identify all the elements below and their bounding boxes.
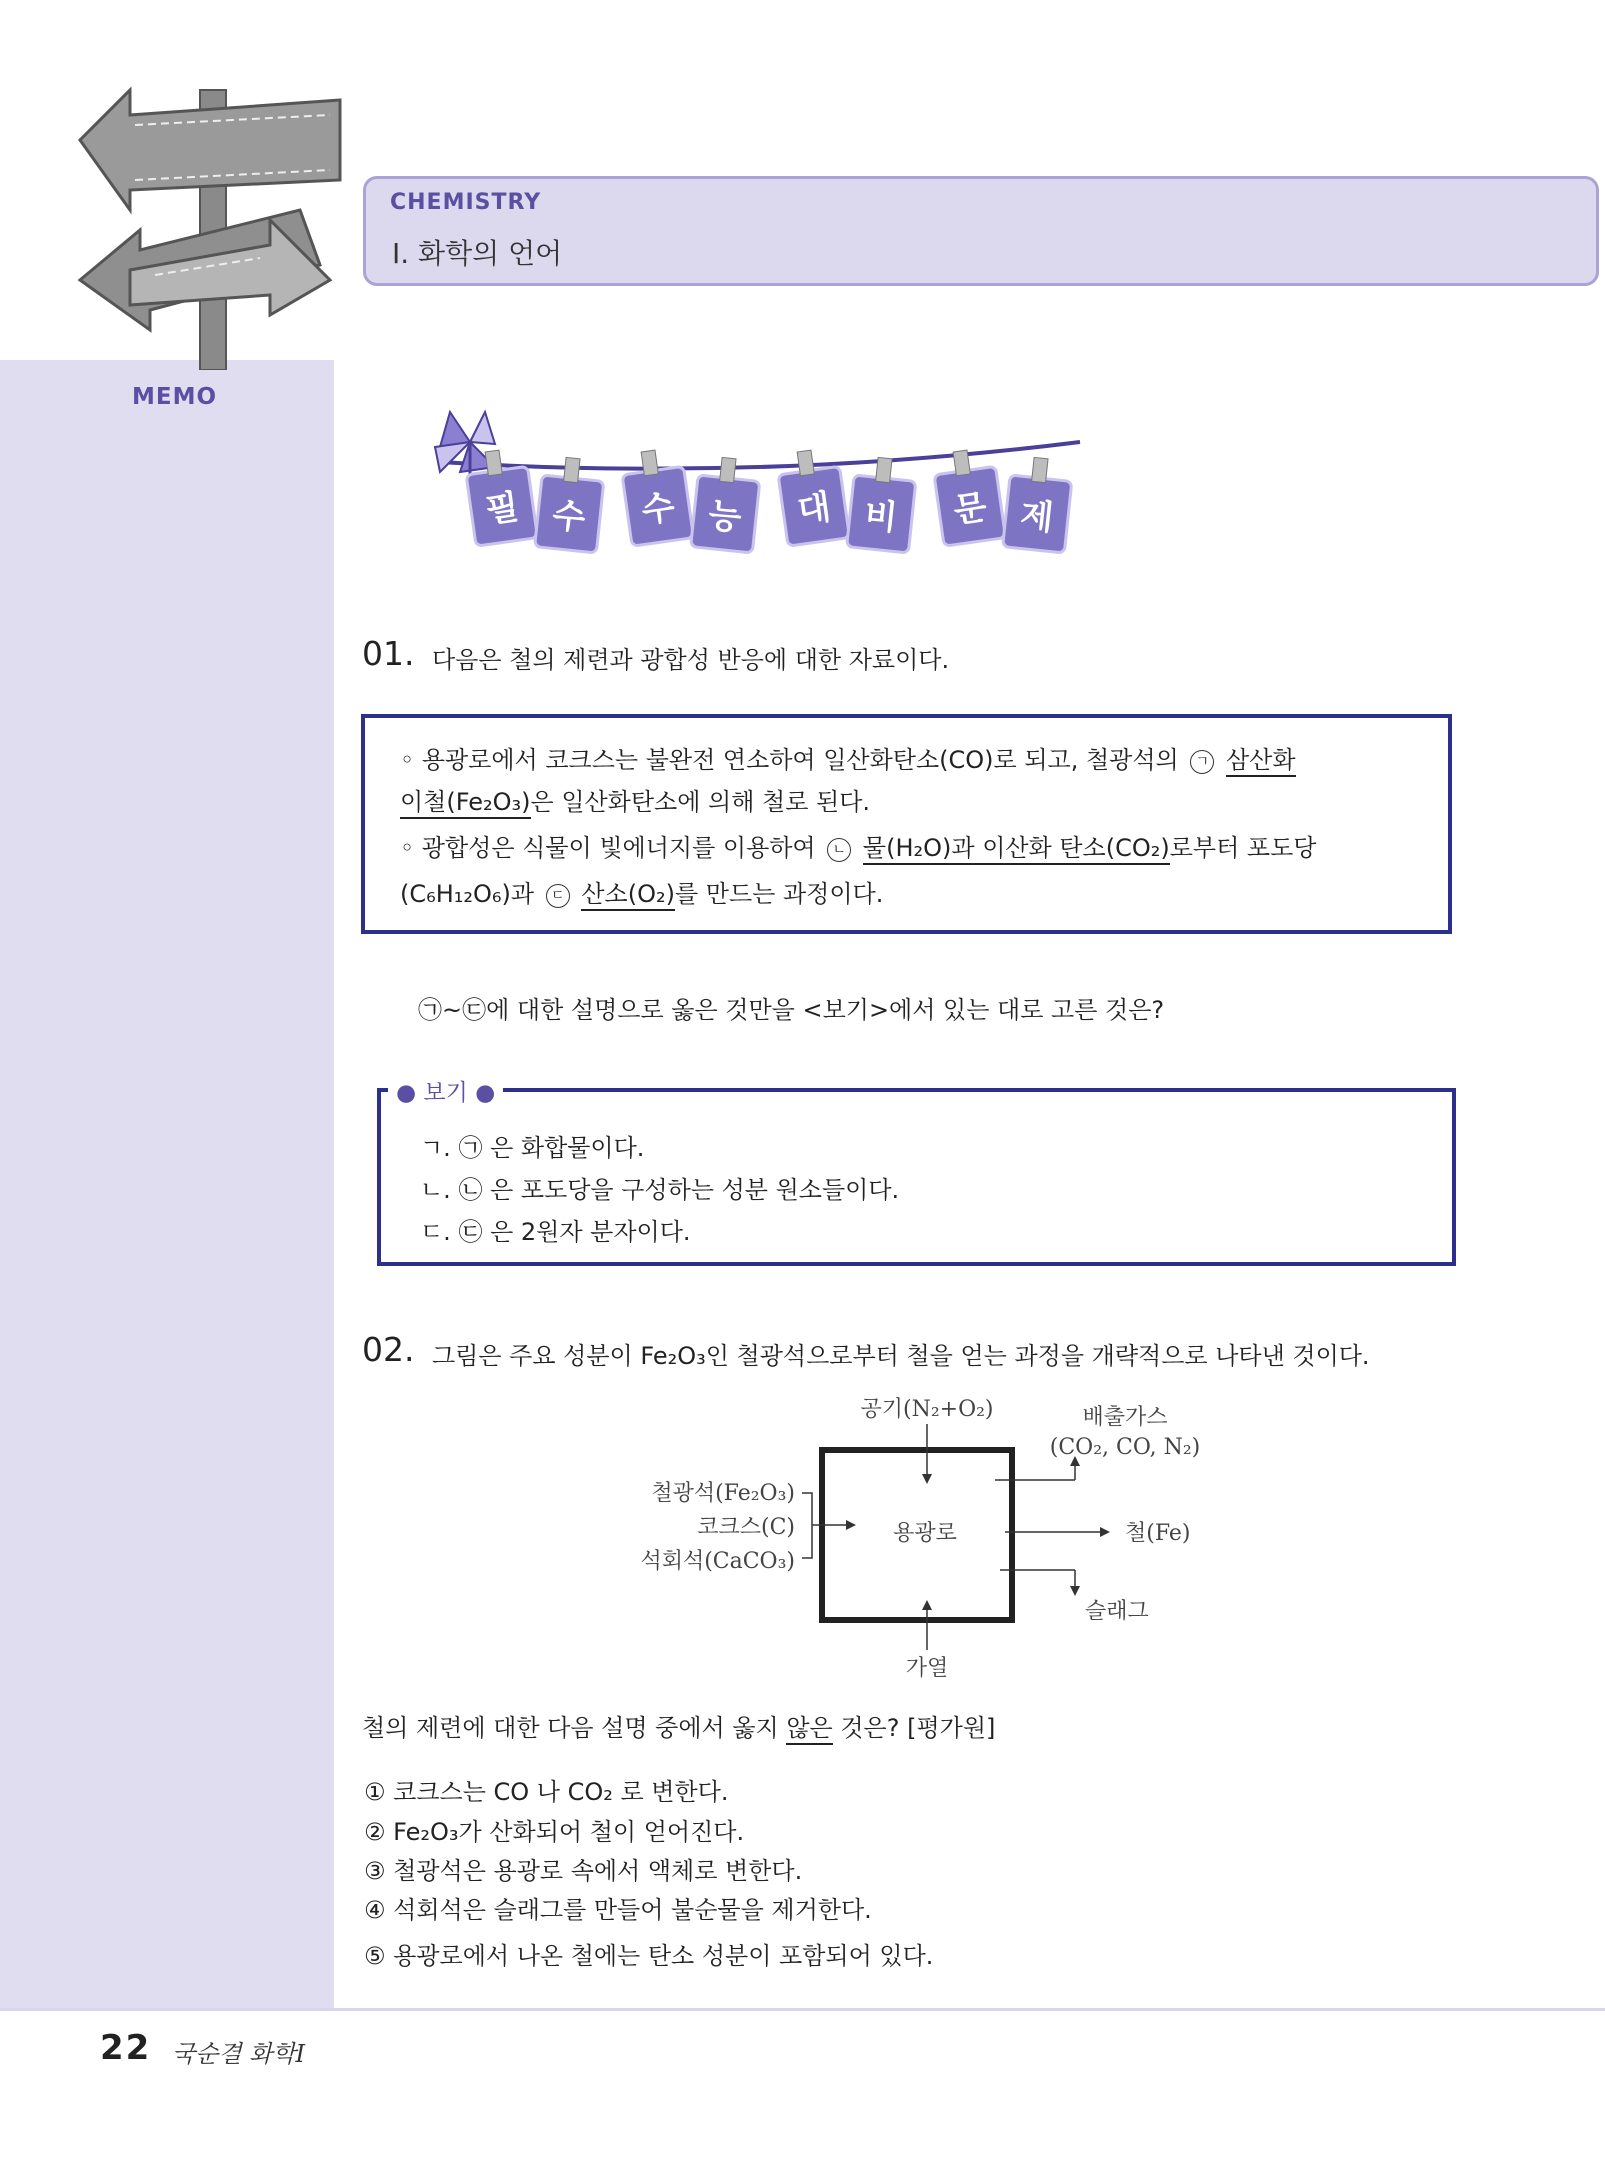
label-iron-ore: 철광석(Fe₂O₃) <box>651 1481 795 1506</box>
question-number-1: 01. <box>362 634 415 673</box>
question-2-text <box>362 1708 995 1743</box>
bogi-label-text: 보기 <box>423 1080 468 1106</box>
data-box-line-1 <box>400 740 1296 775</box>
banner-card <box>775 446 849 546</box>
choice-4: ④ 석회석은 슬래그를 만들어 불순물을 제거한다. <box>364 1896 872 1924</box>
book-title: 국순결 화학Ⅰ <box>172 2040 306 2068</box>
bogi-item-1: ㄱ. ㉠ 은 화합물이다. <box>420 1134 645 1162</box>
label-coke: 코크스(C) <box>697 1515 795 1540</box>
page-number: 22 <box>100 2028 152 2068</box>
data-text: ◦ 용광로에서 코크스는 불완전 연소하여 일산화탄소(CO)로 되고, 철광석의 <box>400 746 1179 774</box>
data-text: ◦ 광합성은 식물이 빛에너지를 이용하여 <box>400 834 816 862</box>
banner-letter: 비 <box>862 495 900 539</box>
data-text: (C₆H₁₂O₆)과 <box>400 880 535 908</box>
data-box-line-2 <box>400 782 870 817</box>
underlined-text: 않은 <box>786 1714 832 1745</box>
banner-letter: 수 <box>550 495 588 539</box>
question-1-text: ㉠~㉢에 대한 설명으로 옳은 것만을 <보기>에서 있는 대로 고른 것은? <box>418 996 1165 1024</box>
choice-2: ② Fe₂O₃가 산화되어 철이 얻어진다. <box>364 1818 745 1846</box>
signpost-illustration <box>70 80 350 370</box>
marker-1: ㄱ <box>1190 750 1214 774</box>
data-box-line-3 <box>400 828 1316 863</box>
footer-divider <box>0 2008 1605 2011</box>
banner-letter: 대 <box>795 487 834 532</box>
marker-3: ㄷ <box>546 884 570 908</box>
banner-letter: 문 <box>951 487 990 532</box>
label-iron: 철(Fe) <box>1125 1521 1191 1546</box>
banner-card <box>847 455 918 553</box>
choice-3: ③ 철광석은 용광로 속에서 액체로 변한다. <box>364 1857 803 1885</box>
question-2-prompt: 그림은 주요 성분이 Fe₂O₃인 철광석으로부터 철을 얻는 과정을 개략적으로 나타낸 것이다. <box>432 1342 1370 1370</box>
banner-letter: 제 <box>1018 495 1056 539</box>
marker-2: ㄴ <box>827 838 851 862</box>
essential-problems-banner <box>400 372 1100 572</box>
bogi-item-3: ㄷ. ㉢ 은 2원자 분자이다. <box>420 1218 691 1246</box>
label-slag: 슬래그 <box>1085 1599 1149 1624</box>
bogi-item-2: ㄴ. ㉡ 은 포도당을 구성하는 성분 원소들이다. <box>420 1176 900 1204</box>
banner-card <box>619 446 693 546</box>
bogi-label: ● 보기 ● <box>388 1074 503 1107</box>
banner-letter: 필 <box>483 487 522 532</box>
data-box-line-4 <box>400 874 883 909</box>
label-furnace: 용광로 <box>893 1521 957 1546</box>
choice-1: ① 코크스는 CO 나 CO₂ 로 변한다. <box>364 1778 729 1806</box>
question-text: 것은? [평가원] <box>840 1714 996 1742</box>
memo-column <box>0 360 334 2008</box>
label-limestone: 석회석(CaCO₃) <box>640 1549 795 1574</box>
underlined-text: 이철(Fe₂O₃) <box>400 788 531 819</box>
banner-letter: 수 <box>639 487 678 532</box>
question-number-2: 02. <box>362 1330 415 1369</box>
banner-card <box>1003 455 1074 553</box>
underlined-text: 삼산화 <box>1226 746 1296 777</box>
question-text: 철의 제련에 대한 다음 설명 중에서 옳지 <box>362 1714 779 1742</box>
banner-letter: 능 <box>706 495 744 539</box>
choice-5: ⑤ 용광로에서 나온 철에는 탄소 성분이 포함되어 있다. <box>364 1942 934 1970</box>
question-1-prompt: 다음은 철의 제련과 광합성 반응에 대한 자료이다. <box>432 646 950 674</box>
underlined-text: 물(H₂O)과 이산화 탄소(CO₂) <box>863 834 1170 865</box>
label-air: 공기(N₂+O₂) <box>860 1397 994 1422</box>
banner-card <box>931 446 1005 546</box>
blast-furnace-diagram <box>580 1390 1220 1680</box>
underlined-text: 산소(O₂) <box>581 880 675 911</box>
label-exhaust-gases: (CO₂, CO, N₂) <box>1049 1435 1201 1460</box>
chapter-title: Ⅰ. 화학의 언어 <box>392 237 563 270</box>
label-heat: 가열 <box>905 1656 949 1680</box>
data-text: 로부터 포도당 <box>1169 834 1317 862</box>
subject-label: CHEMISTRY <box>390 190 542 215</box>
data-text: 은 일산화탄소에 의해 철로 된다. <box>530 788 871 816</box>
memo-label: MEMO <box>132 384 218 410</box>
label-exhaust: 배출가스 <box>1082 1405 1168 1430</box>
data-text: 를 만드는 과정이다. <box>674 880 884 908</box>
